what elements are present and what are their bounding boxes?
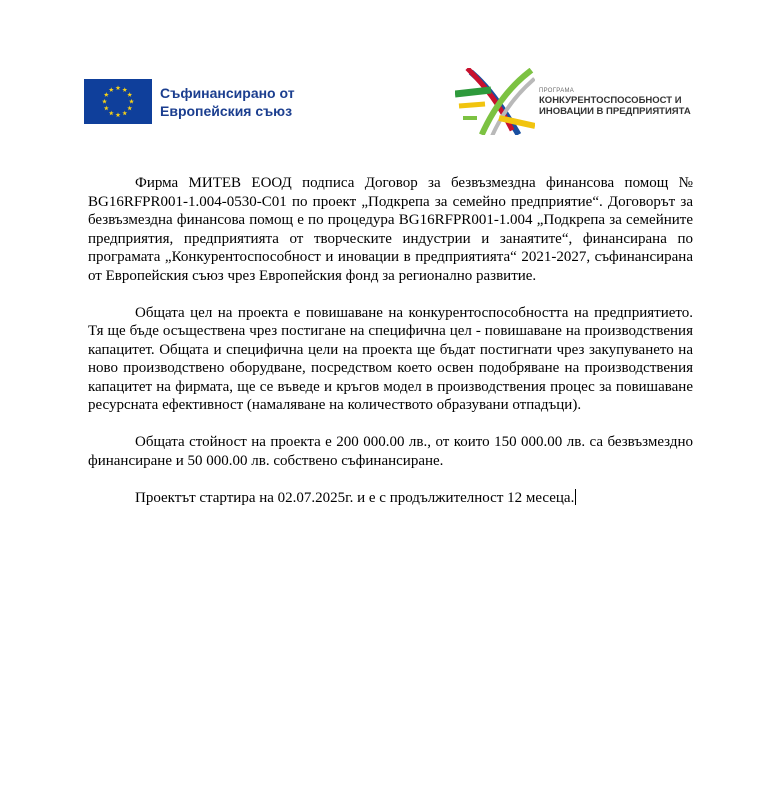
program-logo bbox=[455, 68, 691, 135]
program-title-line-2: ИНОВАЦИИ В ПРЕДПРИЯТИЯТА bbox=[539, 105, 691, 117]
paragraph-duration-text: Проектът стартира на 02.07.2025г. и е с продължителност 12 месеца. bbox=[135, 489, 575, 506]
document-body bbox=[88, 174, 693, 507]
paragraph-contract: Фирма МИТЕВ ЕООД подписа Договор за безвъзмездна финансова помощ № BG16RFPR001-1.004-0530-C01 по проект „Подкрепа за семейно предприятие“. Договорът за безвъзмездна финансова помощ е по процедура BG16RFPR001-1.004 „Подкрепа за семейните предприятия, предприятията от творческите индустрии и занаятите“, финансирана по програмата „Конкурентоспособност и иновации в предприятията“ 2021-2027, съфинансирана от Европейския съюз чрез Европейския фонд за регионално развитие. bbox=[88, 175, 693, 284]
document-header bbox=[0, 0, 780, 140]
eu-logo-text bbox=[160, 84, 295, 120]
text-cursor bbox=[575, 489, 576, 505]
paragraph-duration bbox=[88, 489, 693, 508]
eu-logo-line-2: Европейския съюз bbox=[160, 102, 293, 119]
eu-flag-icon bbox=[84, 79, 152, 124]
program-mark-icon bbox=[455, 68, 535, 135]
paragraph-objective: Общата цел на проекта е повишаване на конкурентоспособността на предприятието. Тя ще бъде осъществена чрез постигане на специфична цел - повишаване на производствения капацитет. Общата и специфична цели на проекта ще бъдат постигнати чрез закупуването на ново производствено оборудване, посредством което освен подобряване на производствения капацитет на фирмата, ще се въведе и кръгов модел в производствения процес за повишаване ресурсната ефективност (намаляване на количеството образувани отпадъци). bbox=[88, 304, 693, 413]
eu-cofunded-logo bbox=[84, 79, 295, 124]
paragraph-budget: Общата стойност на проекта е 200 000.00 лв., от които 150 000.00 лв. са безвъзмездно финансиране и 50 000.00 лв. собствено съфинансиране. bbox=[88, 434, 693, 469]
program-logo-text bbox=[539, 87, 691, 117]
program-small-label: ПРОГРАМА bbox=[539, 87, 575, 94]
eu-logo-line-1: Съфинансирано от bbox=[160, 84, 295, 101]
program-title-line-1: КОНКУРЕНТОСПОСОБНОСТ И bbox=[539, 94, 682, 106]
